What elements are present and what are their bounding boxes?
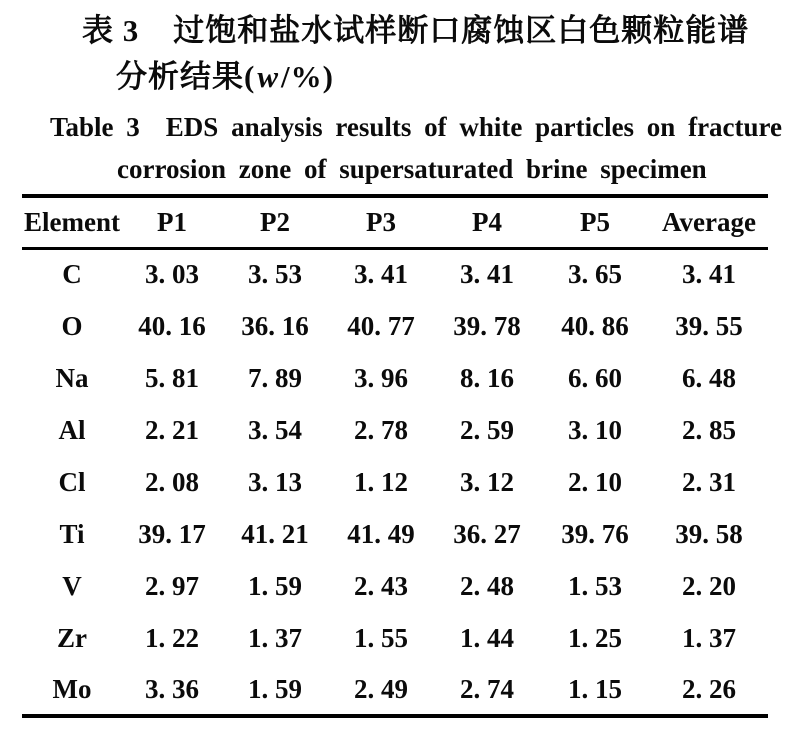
element-cell: Mo — [52, 673, 92, 704]
value-cell: 2. 85 — [682, 414, 736, 445]
value-cell: 1. 53 — [568, 570, 622, 601]
table-row — [22, 300, 768, 352]
eds-table — [22, 194, 768, 718]
column-header-p1: P1 — [157, 206, 187, 237]
value-cell: 36. 16 — [241, 310, 309, 341]
paper-page — [0, 9, 786, 746]
table-caption-en-line2: corrosion zone of supersaturated brine specimen — [117, 154, 707, 184]
value-cell: 6. 60 — [568, 362, 622, 393]
column-header-p3: P3 — [366, 206, 396, 237]
table-row — [22, 560, 768, 612]
value-cell: 1. 59 — [248, 673, 302, 704]
value-cell: 1. 15 — [568, 673, 622, 704]
value-cell: 2. 78 — [354, 414, 408, 445]
value-cell: 2. 48 — [460, 570, 514, 601]
element-cell: O — [61, 310, 83, 341]
column-header-p5: P5 — [580, 206, 610, 237]
value-cell: 2. 20 — [682, 570, 736, 601]
value-cell: 1. 22 — [145, 622, 199, 653]
value-cell: 39. 55 — [675, 310, 743, 341]
element-cell: Na — [55, 362, 89, 393]
value-cell: 1. 59 — [248, 570, 302, 601]
value-cell: 3. 41 — [354, 259, 408, 290]
value-cell: 3. 41 — [460, 259, 514, 290]
element-cell: Ti — [59, 518, 85, 549]
table-caption-zh-line1 — [82, 9, 786, 53]
value-cell: 3. 10 — [568, 414, 622, 445]
value-cell: 1. 12 — [354, 466, 408, 497]
value-cell: 8. 16 — [460, 362, 514, 393]
table-row — [22, 508, 768, 560]
element-cell: Cl — [58, 466, 86, 497]
table-row — [22, 612, 768, 664]
caption-zh-line2-suffix: /%) — [281, 59, 334, 94]
value-cell: 3. 54 — [248, 414, 302, 445]
caption-zh-variable-w: w — [257, 59, 280, 94]
caption-en-line1-text: EDS analysis results of white particles on fracture — [165, 112, 783, 142]
value-cell: 3. 12 — [460, 466, 514, 497]
value-cell: 1. 44 — [460, 622, 514, 653]
value-cell: 3. 36 — [145, 673, 199, 704]
value-cell: 6. 48 — [682, 362, 736, 393]
value-cell: 3. 96 — [354, 362, 408, 393]
value-cell: 2. 74 — [460, 673, 514, 704]
column-header-element: Element — [24, 206, 120, 237]
value-cell: 2. 31 — [682, 466, 736, 497]
caption-zh-line2-prefix: 分析结果( — [116, 59, 256, 94]
value-cell: 40. 77 — [347, 310, 415, 341]
value-cell: 41. 21 — [241, 518, 309, 549]
column-header-average: Average — [662, 206, 756, 237]
value-cell: 40. 86 — [561, 310, 629, 341]
column-header-p2: P2 — [260, 206, 290, 237]
caption-zh-line1-text: 过饱和盐水试样断口腐蚀区白色颗粒能谱 — [173, 13, 750, 48]
value-cell: 2. 59 — [460, 414, 514, 445]
element-cell: V — [62, 570, 82, 601]
table-row — [22, 456, 768, 508]
header-row — [22, 196, 768, 248]
value-cell: 2. 21 — [145, 414, 199, 445]
value-cell: 3. 65 — [568, 259, 622, 290]
value-cell: 2. 43 — [354, 570, 408, 601]
value-cell: 2. 49 — [354, 673, 408, 704]
value-cell: 39. 58 — [675, 518, 743, 549]
value-cell: 36. 27 — [453, 518, 521, 549]
table-row — [22, 404, 768, 456]
table-number-zh: 表 3 — [82, 13, 140, 48]
value-cell: 3. 53 — [248, 259, 302, 290]
value-cell: 3. 03 — [145, 259, 199, 290]
element-cell: Al — [58, 414, 86, 445]
value-cell: 41. 49 — [347, 518, 415, 549]
table-caption-zh-line2 — [116, 55, 786, 99]
table-row — [22, 352, 768, 404]
element-cell: Zr — [57, 622, 87, 653]
value-cell: 1. 55 — [354, 622, 408, 653]
value-cell: 40. 16 — [138, 310, 206, 341]
value-cell: 7. 89 — [248, 362, 302, 393]
value-cell: 2. 08 — [145, 466, 199, 497]
value-cell: 2. 10 — [568, 466, 622, 497]
value-cell: 3. 41 — [682, 259, 736, 290]
value-cell: 39. 78 — [453, 310, 521, 341]
value-cell: 1. 37 — [682, 622, 736, 653]
value-cell: 3. 13 — [248, 466, 302, 497]
table-row — [22, 248, 768, 300]
table-number-en: Table 3 — [50, 112, 140, 142]
table-row — [22, 664, 768, 716]
value-cell: 39. 76 — [561, 518, 629, 549]
value-cell: 5. 81 — [145, 362, 199, 393]
value-cell: 2. 26 — [682, 673, 736, 704]
element-cell: C — [62, 259, 82, 290]
value-cell: 2. 97 — [145, 570, 199, 601]
column-header-p4: P4 — [472, 206, 502, 237]
value-cell: 1. 25 — [568, 622, 622, 653]
value-cell: 39. 17 — [138, 518, 206, 549]
table-caption-en-line1 — [50, 107, 786, 147]
value-cell: 1. 37 — [248, 622, 302, 653]
